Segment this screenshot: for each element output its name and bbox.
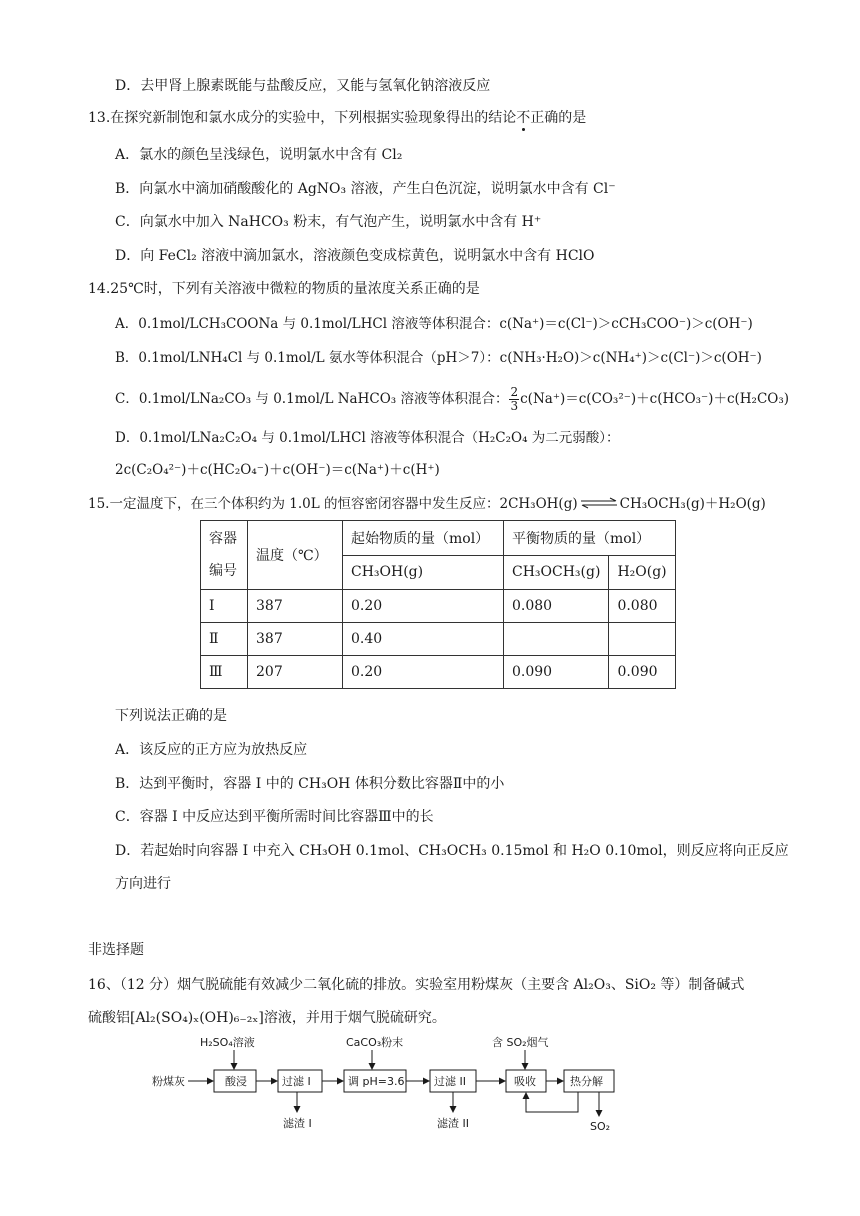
equilibrium-arrow-icon: [580, 495, 618, 515]
table-cell: 0.090: [504, 656, 609, 689]
table-cell: 0.080: [609, 590, 675, 623]
table-header-container: [201, 521, 248, 590]
table-cell: I: [201, 590, 248, 623]
q13-option-a: A．氯水的颜色呈浅绿色，说明氯水中含有 Cl₂: [115, 147, 403, 163]
q16-stem-line2: 硫酸铝[Al₂(SO₄)ₓ(OH)₆₋₂ₓ]溶液，并用于烟气脱硫研究。: [88, 1010, 446, 1026]
table-cell: 387: [248, 623, 343, 656]
table-row: [201, 590, 676, 623]
q15-option-b: B．达到平衡时，容器 I 中的 CH₃OH 体积分数比容器Ⅱ中的小: [115, 776, 505, 792]
q14-stem: 14.25℃时，下列有关溶液中微粒的物质的量浓度关系正确的是: [88, 281, 480, 297]
flow-reagent-flue-gas: 含 SO₂烟气: [492, 1036, 549, 1049]
table-cell: [609, 623, 675, 656]
table-header-equilibrium-amount: 平衡物质的量（mol）: [504, 521, 676, 556]
q13-stem-emphasis: 不: [516, 110, 531, 126]
table-header-initial-amount: 起始物质的量（mol）: [343, 521, 504, 556]
q14-option-c-before: C．0.1mol/LNa₂CO₃ 与 0.1mol/L NaHCO₃ 溶液等体积混合：: [115, 391, 509, 407]
flow-step-adjust-ph-label: 调 pH=3.6: [348, 1075, 405, 1088]
flow-step-filter-1-label: 过滤 I: [282, 1075, 311, 1088]
table-cell: 207: [248, 656, 343, 689]
table-cell: 0.20: [343, 590, 504, 623]
flow-waste-2: 滤渣 II: [437, 1117, 469, 1130]
table-header-container-line2: 编号: [209, 563, 237, 579]
process-flowchart: [150, 1034, 630, 1142]
table-cell: Ⅱ: [201, 623, 248, 656]
table-header-row: [201, 521, 676, 556]
q15-stem-text: 15.一定温度下，在三个体积约为 1.0L 的恒容密闭容器中发生反应：2CH₃OH(g): [88, 496, 578, 512]
table-header-container-line1: 容器: [209, 531, 237, 547]
fraction-denominator: 3: [510, 399, 519, 413]
q15-option-d: D．若起始时向容器 I 中充入 CH₃OH 0.1mol、CH₃OCH₃ 0.15mol 和 H₂O 0.10mol，则反应将向正反应: [115, 843, 789, 859]
equilibrium-data-table: [200, 520, 676, 689]
flow-step-acid-leach-label: 酸浸: [225, 1075, 247, 1088]
q15-stem-end: CH₃OCH₃(g)＋H₂O(g): [619, 496, 766, 512]
q13-option-c: C．向氯水中加入 NaHCO₃ 粉末，有气泡产生，说明氯水中含有 H⁺: [115, 214, 542, 230]
table-cell: 0.40: [343, 623, 504, 656]
q14-option-b: B．0.1mol/LNH₄Cl 与 0.1mol/L 氨水等体积混合（pH＞7）：c(NH₃·H₂O)＞c(NH₄⁺)＞c(Cl⁻)＞c(OH⁻): [115, 350, 762, 366]
flow-step-absorb-label: 吸收: [514, 1075, 536, 1088]
table-cell: 0.20: [343, 656, 504, 689]
table-header-ch3oh: CH₃OH(g): [343, 555, 504, 590]
table-row: [201, 623, 676, 656]
q14-option-c-after: c(Na⁺)＝c(CO₃²⁻)＋c(HCO₃⁻)＋c(H₂CO₃): [520, 391, 790, 407]
q14-option-d: D．0.1mol/LNa₂C₂O₄ 与 0.1mol/LHCl 溶液等体积混合（H₂C₂O₄ 为二元弱酸）：: [115, 430, 620, 446]
table-cell: 0.080: [504, 590, 609, 623]
flow-step-filter-2-label: 过滤 II: [434, 1075, 466, 1088]
q15-stem: [88, 494, 766, 515]
flow-reagent-h2so4: H₂SO₄溶液: [200, 1036, 255, 1049]
q15-option-d-continued: 方向进行: [115, 876, 171, 892]
table-cell: [504, 623, 609, 656]
q15-prompt: 下列说法正确的是: [115, 708, 227, 724]
table-header-h2o: H₂O(g): [609, 555, 675, 590]
q13-stem-after: 正确的是: [530, 110, 587, 126]
table-header-ch3och3: CH₃OCH₃(g): [504, 555, 609, 590]
section-heading: 非选择题: [88, 942, 144, 958]
q13-option-d: D．向 FeCl₂ 溶液中滴加氯水，溶液颜色变成棕黄色，说明氯水中含有 HClO: [115, 248, 595, 264]
table-cell: 0.090: [609, 656, 675, 689]
table-cell: 387: [248, 590, 343, 623]
q13-stem-before: 13.在探究新制饱和氯水成分的实验中，下列根据实验现象得出的结论: [88, 110, 517, 126]
q14-option-a: A．0.1mol/LCH₃COONa 与 0.1mol/LHCl 溶液等体积混合：c(Na⁺)＝c(Cl⁻)＞cCH₃COO⁻)＞c(OH⁻): [115, 316, 753, 332]
flow-output-so2: SO₂: [590, 1120, 611, 1133]
flow-waste-1: 滤渣 I: [283, 1117, 312, 1130]
table-row: [201, 656, 676, 689]
q15-option-c: C．容器 I 中反应达到平衡所需时间比容器Ⅲ中的长: [115, 809, 434, 825]
flow-step-thermal-decomposition-label: 热分解: [570, 1075, 603, 1088]
q13-stem: [88, 108, 586, 128]
table-header-temperature: 温度（℃）: [248, 521, 343, 590]
flow-input: 粉煤灰: [152, 1075, 185, 1088]
q16-stem-line1: 16、（12 分）烟气脱硫能有效减少二氧化硫的排放。实验室用粉煤灰（主要含 Al₂O₃、SiO₂ 等）制备碱式: [88, 977, 745, 993]
flow-reagent-caco3: CaCO₃粉末: [346, 1036, 404, 1049]
q14-option-d-equation: 2c(C₂O₄²⁻)＋c(HC₂O₄⁻)＋c(OH⁻)＝c(Na⁺)＋c(H⁺): [115, 462, 440, 478]
q13-option-b: B．向氯水中滴加硝酸酸化的 AgNO₃ 溶液，产生白色沉淀，说明氯水中含有 Cl⁻: [115, 181, 616, 197]
fraction-numerator: 2: [510, 385, 519, 399]
q14-option-c: [115, 386, 789, 413]
table-cell: Ⅲ: [201, 656, 248, 689]
q15-option-a: A．该反应的正方应为放热反应: [115, 742, 308, 758]
fraction: [509, 386, 519, 413]
q12-option-d: D．去甲肾上腺素既能与盐酸反应，又能与氢氧化钠溶液反应: [115, 78, 491, 94]
